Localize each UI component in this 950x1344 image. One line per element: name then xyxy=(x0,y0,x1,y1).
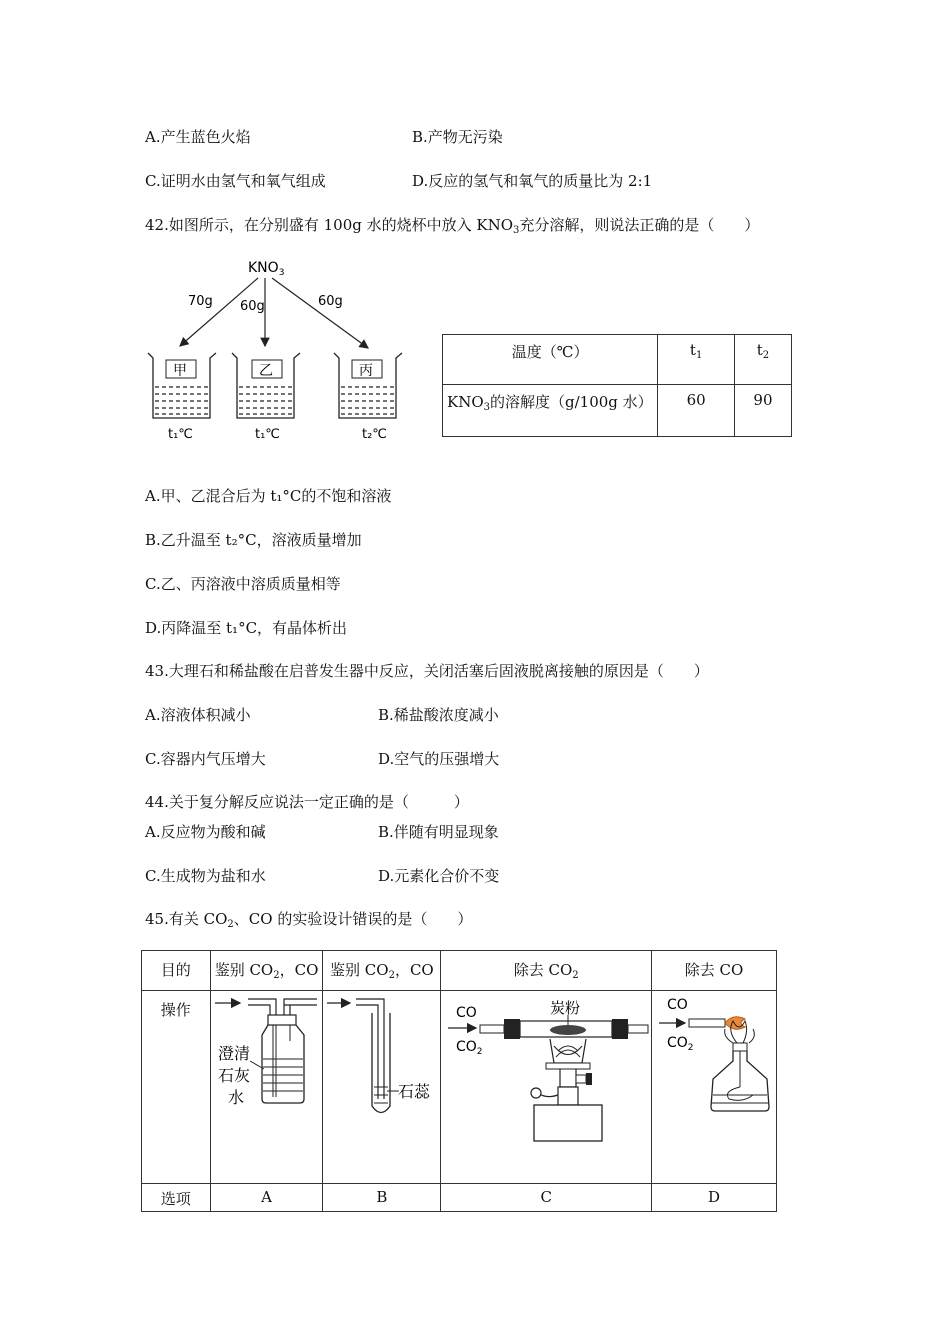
gas-bottle-figure xyxy=(212,991,322,1179)
q44-option-b: B.伴随有明显现象 xyxy=(378,823,499,841)
purpose-a: 鉴别 $CO_2$，CO xyxy=(210,951,323,991)
beaker-yi-label: 乙 xyxy=(259,363,273,379)
row-label-operation: 操作 xyxy=(142,991,211,1184)
beaker-jia-temp: t₁℃ xyxy=(168,427,193,442)
q45-stem: 45.有关 $CO_2$、CO 的实验设计错误的是（ ） xyxy=(145,910,473,930)
q42-option-d: D.丙降温至 t₁°C，有晶体析出 xyxy=(145,619,348,637)
beaker-bing-temp: t₂℃ xyxy=(362,427,387,442)
table-value-t1: 60 xyxy=(658,385,735,437)
mass-label-yi: 60g xyxy=(240,299,265,314)
mass-label-bing: 60g xyxy=(318,294,343,309)
combustion-tube-figure xyxy=(442,991,650,1179)
operation-a xyxy=(210,991,323,1184)
beaker-yi-temp: t₁℃ xyxy=(255,427,280,442)
beaker-bing xyxy=(334,353,402,442)
c-inlet-co-label: CO xyxy=(456,1005,477,1021)
q44-stem: 44.关于复分解反应说法一定正确的是（ ） xyxy=(145,793,469,811)
experiment-table xyxy=(141,950,777,1212)
q42-stem: 42.如图所示，在分别盛有 100g 水的烧杯中放入 $KNO_3$充分溶解，则说法正确的是（ ） xyxy=(145,216,760,236)
solubility-table xyxy=(442,334,792,437)
purpose-b: 鉴别 $CO_2$，CO xyxy=(323,951,441,991)
table-header-t2: $t_2$ xyxy=(734,335,791,385)
q43-option-d: D.空气的压强增大 xyxy=(378,750,500,768)
q41-option-d: D.反应的氢气和氧气的质量比为 2:1 xyxy=(412,172,653,190)
q41-option-a: A.产生蓝色火焰 xyxy=(145,128,251,146)
option-cell-a: A xyxy=(210,1184,323,1212)
litmus-label: 石蕊 xyxy=(398,1082,431,1101)
beaker-jia xyxy=(148,353,216,442)
test-tube-figure xyxy=(324,991,439,1179)
alcohol-lamp-figure xyxy=(653,991,775,1179)
operation-c xyxy=(441,991,652,1184)
purpose-c: 除去 $CO_2$ xyxy=(441,951,652,991)
operation-b xyxy=(323,991,441,1184)
carbon-powder-label: 炭粉 xyxy=(550,999,581,1017)
q43-option-c: C.容器内气压增大 xyxy=(145,750,266,768)
beaker-yi xyxy=(232,353,300,442)
q42-option-b: B.乙升温至 t₂°C，溶液质量增加 xyxy=(145,531,362,549)
operation-d xyxy=(652,991,777,1184)
q44-option-c: C.生成物为盐和水 xyxy=(145,867,266,885)
beaker-jia-label: 甲 xyxy=(173,363,187,379)
beaker-bing-label: 丙 xyxy=(359,363,373,379)
table-header-t1: $t_1$ xyxy=(658,335,735,385)
d-inlet-co2-label: $CO_2$ xyxy=(667,1035,694,1053)
row-label-purpose: 目的 xyxy=(142,951,211,991)
table-header-temperature: 温度（℃） xyxy=(443,335,658,385)
d-inlet-co-label: CO xyxy=(667,997,688,1013)
limewater-label-3: 水 xyxy=(227,1088,244,1107)
purpose-d: 除去 CO xyxy=(652,951,777,991)
table-row-label: $KNO_3$的溶解度（g/100g 水） xyxy=(443,385,658,437)
limewater-label-2: 石灰 xyxy=(217,1066,250,1085)
q41-option-c: C.证明水由氢气和氧气组成 xyxy=(145,172,326,190)
mass-label-jia: 70g xyxy=(188,294,213,309)
limewater-label-1: 澄清 xyxy=(217,1044,250,1063)
q43-option-b: B.稀盐酸浓度减小 xyxy=(378,706,499,724)
q42-beaker-figure xyxy=(140,250,430,450)
option-cell-b: B xyxy=(323,1184,441,1212)
option-cell-c: C xyxy=(441,1184,652,1212)
q43-option-a: A.溶液体积减小 xyxy=(145,706,251,724)
q43-stem: 43.大理石和稀盐酸在启普发生器中反应，关闭活塞后固液脱离接触的原因是（ ） xyxy=(145,662,709,680)
q44-option-a: A.反应物为酸和碱 xyxy=(145,823,266,841)
c-inlet-co2-label: $CO_2$ xyxy=(456,1039,483,1057)
q42-option-a: A.甲、乙混合后为 t₁°C的不饱和溶液 xyxy=(145,487,392,505)
q44-option-d: D.元素化合价不变 xyxy=(378,867,500,885)
q42-option-c: C.乙、丙溶液中溶质质量相等 xyxy=(145,575,341,593)
table-value-t2: 90 xyxy=(734,385,791,437)
row-label-option: 选项 xyxy=(142,1184,211,1212)
kno3-label: $KNO_3$ xyxy=(248,260,285,278)
q41-option-b: B.产物无污染 xyxy=(412,128,503,146)
option-cell-d: D xyxy=(652,1184,777,1212)
